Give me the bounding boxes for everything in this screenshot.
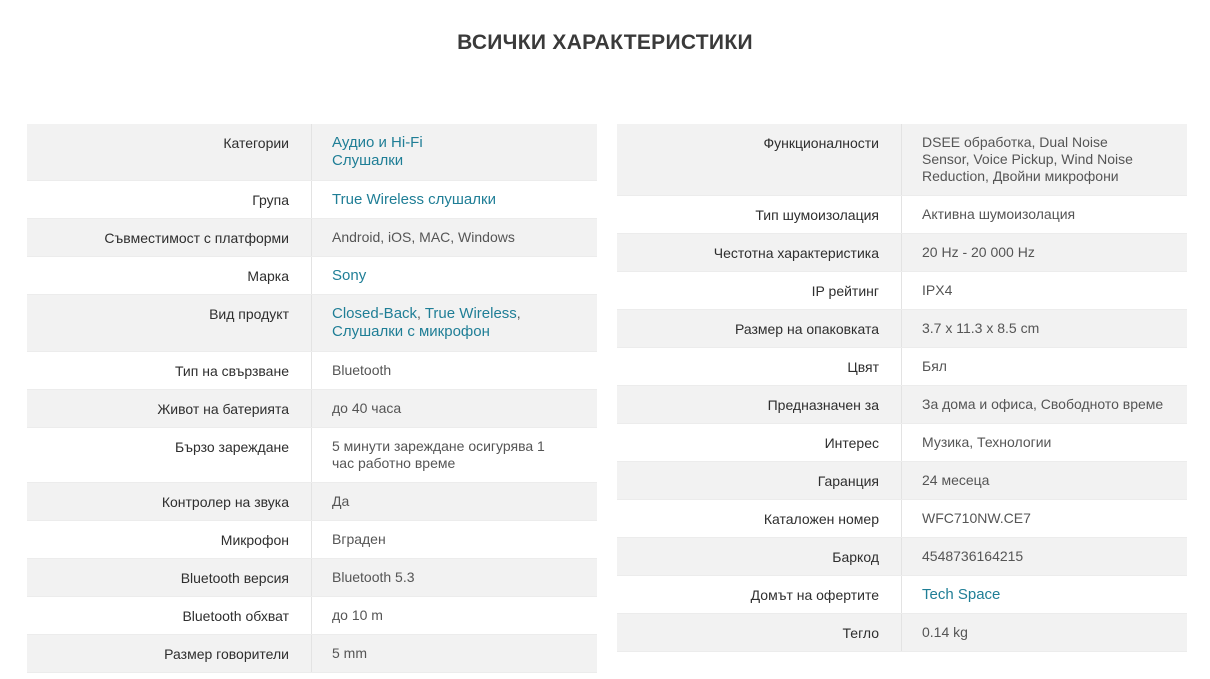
spec-label: Bluetooth обхват <box>27 597 312 634</box>
specs-table-right <box>617 124 1187 652</box>
spec-value <box>312 181 597 218</box>
spec-value: WFC710NW.CE7 <box>922 510 1031 526</box>
spec-row-catalog-number <box>617 500 1187 538</box>
spec-value: Активна шумоизолация <box>922 206 1076 222</box>
spec-value: Бял <box>922 358 947 374</box>
spec-row-noise-type <box>617 196 1187 234</box>
spec-label: Размер говорители <box>27 635 312 672</box>
spec-value: 24 месеца <box>922 472 990 488</box>
spec-label: Контролер на звука <box>27 483 312 520</box>
spec-label: Предназначен за <box>617 386 902 423</box>
spec-label: Тип на свързване <box>27 352 312 389</box>
spec-row-weight <box>617 614 1187 652</box>
spec-value: Bluetooth <box>332 362 392 378</box>
spec-value: 4548736164215 <box>922 548 1024 564</box>
product-type-link-closed-back[interactable]: Closed-Back <box>332 305 418 322</box>
spec-label: Съвместимост с платформи <box>27 219 312 256</box>
spec-row-fast-charge <box>27 428 597 483</box>
spec-label: IP рейтинг <box>617 272 902 309</box>
spec-value: Closed-Back, True Wireless, Слушалки с микрофон <box>312 295 597 351</box>
spec-label: Тегло <box>617 614 902 651</box>
spec-label: Честотна характеристика <box>617 234 902 271</box>
spec-value: Да <box>332 493 350 509</box>
spec-row-barcode <box>617 538 1187 576</box>
spec-value: Музика, Технологии <box>922 434 1052 450</box>
spec-value: 3.7 x 11.3 x 8.5 cm <box>922 320 1040 336</box>
spec-row-connection <box>27 352 597 390</box>
spec-row-intended-for <box>617 386 1187 424</box>
category-link-audio[interactable]: Аудио и Hi-Fi <box>332 134 423 151</box>
page-title: ВСИЧКИ ХАРАКТЕРИСТИКИ <box>457 31 753 54</box>
spec-row-platforms <box>27 219 597 257</box>
spec-row-categories <box>27 124 597 181</box>
spec-value: 5 минути зареждане осигурява 1 час работно време <box>332 438 545 471</box>
spec-row-interest <box>617 424 1187 462</box>
spec-value: Bluetooth 5.3 <box>332 569 415 585</box>
spec-label: Вид продукт <box>27 295 312 351</box>
offers-home-link[interactable]: Tech Space <box>922 586 1001 603</box>
spec-row-brand <box>27 257 597 295</box>
spec-value: Вграден <box>332 531 386 547</box>
spec-label: Баркод <box>617 538 902 575</box>
spec-label: Марка <box>27 257 312 294</box>
spec-row-battery <box>27 390 597 428</box>
spec-label: Микрофон <box>27 521 312 558</box>
spec-label: Група <box>27 181 312 218</box>
spec-row-volume-control <box>27 483 597 521</box>
spec-value: За дома и офиса, Свободното време <box>922 396 1164 412</box>
spec-value: 0.14 kg <box>922 624 968 640</box>
spec-label: Живот на батерията <box>27 390 312 427</box>
spec-value: до 10 m <box>332 607 383 623</box>
group-link[interactable]: True Wireless слушалки <box>332 191 496 208</box>
spec-row-ip-rating <box>617 272 1187 310</box>
spec-label: Категории <box>27 124 312 180</box>
spec-row-bt-version <box>27 559 597 597</box>
spec-value: 20 Hz - 20 000 Hz <box>922 244 1035 260</box>
spec-row-product-type <box>27 295 597 352</box>
spec-row-offers-home <box>617 576 1187 614</box>
spec-label: Bluetooth версия <box>27 559 312 596</box>
spec-row-features <box>617 124 1187 196</box>
product-type-link-mic-headphones[interactable]: Слушалки с микрофон <box>332 323 490 340</box>
spec-label: Интерес <box>617 424 902 461</box>
spec-row-bt-range <box>27 597 597 635</box>
spec-value <box>312 124 597 180</box>
spec-value: до 40 часа <box>332 400 402 416</box>
spec-value: 5 mm <box>332 645 367 661</box>
spec-label: Домът на офертите <box>617 576 902 613</box>
product-type-link-true-wireless[interactable]: True Wireless <box>424 305 517 322</box>
spec-row-microphone <box>27 521 597 559</box>
brand-link[interactable]: Sony <box>332 267 367 284</box>
spec-label: Цвят <box>617 348 902 385</box>
spec-row-frequency <box>617 234 1187 272</box>
spec-value: IPX4 <box>922 282 953 298</box>
spec-row-color <box>617 348 1187 386</box>
spec-label: Бързо зареждане <box>27 428 312 482</box>
spec-row-warranty <box>617 462 1187 500</box>
spec-label: Каталожен номер <box>617 500 902 537</box>
spec-value <box>312 257 597 294</box>
spec-row-group <box>27 181 597 219</box>
spec-row-package-size <box>617 310 1187 348</box>
spec-label: Тип шумоизолация <box>617 196 902 233</box>
spec-value: DSEE обработка, Dual Noise Sensor, Voice Pickup, Wind Noise Reduction, Двойни микрофони <box>922 134 1133 184</box>
spec-label: Размер на опаковката <box>617 310 902 347</box>
spec-label: Функционалности <box>617 124 902 195</box>
spec-row-speaker-size <box>27 635 597 673</box>
spec-value <box>902 576 1187 613</box>
spec-value: Android, iOS, MAC, Windows <box>332 229 515 245</box>
specs-table-left <box>27 124 597 673</box>
spec-label: Гаранция <box>617 462 902 499</box>
category-link-headphones[interactable]: Слушалки <box>332 152 404 169</box>
